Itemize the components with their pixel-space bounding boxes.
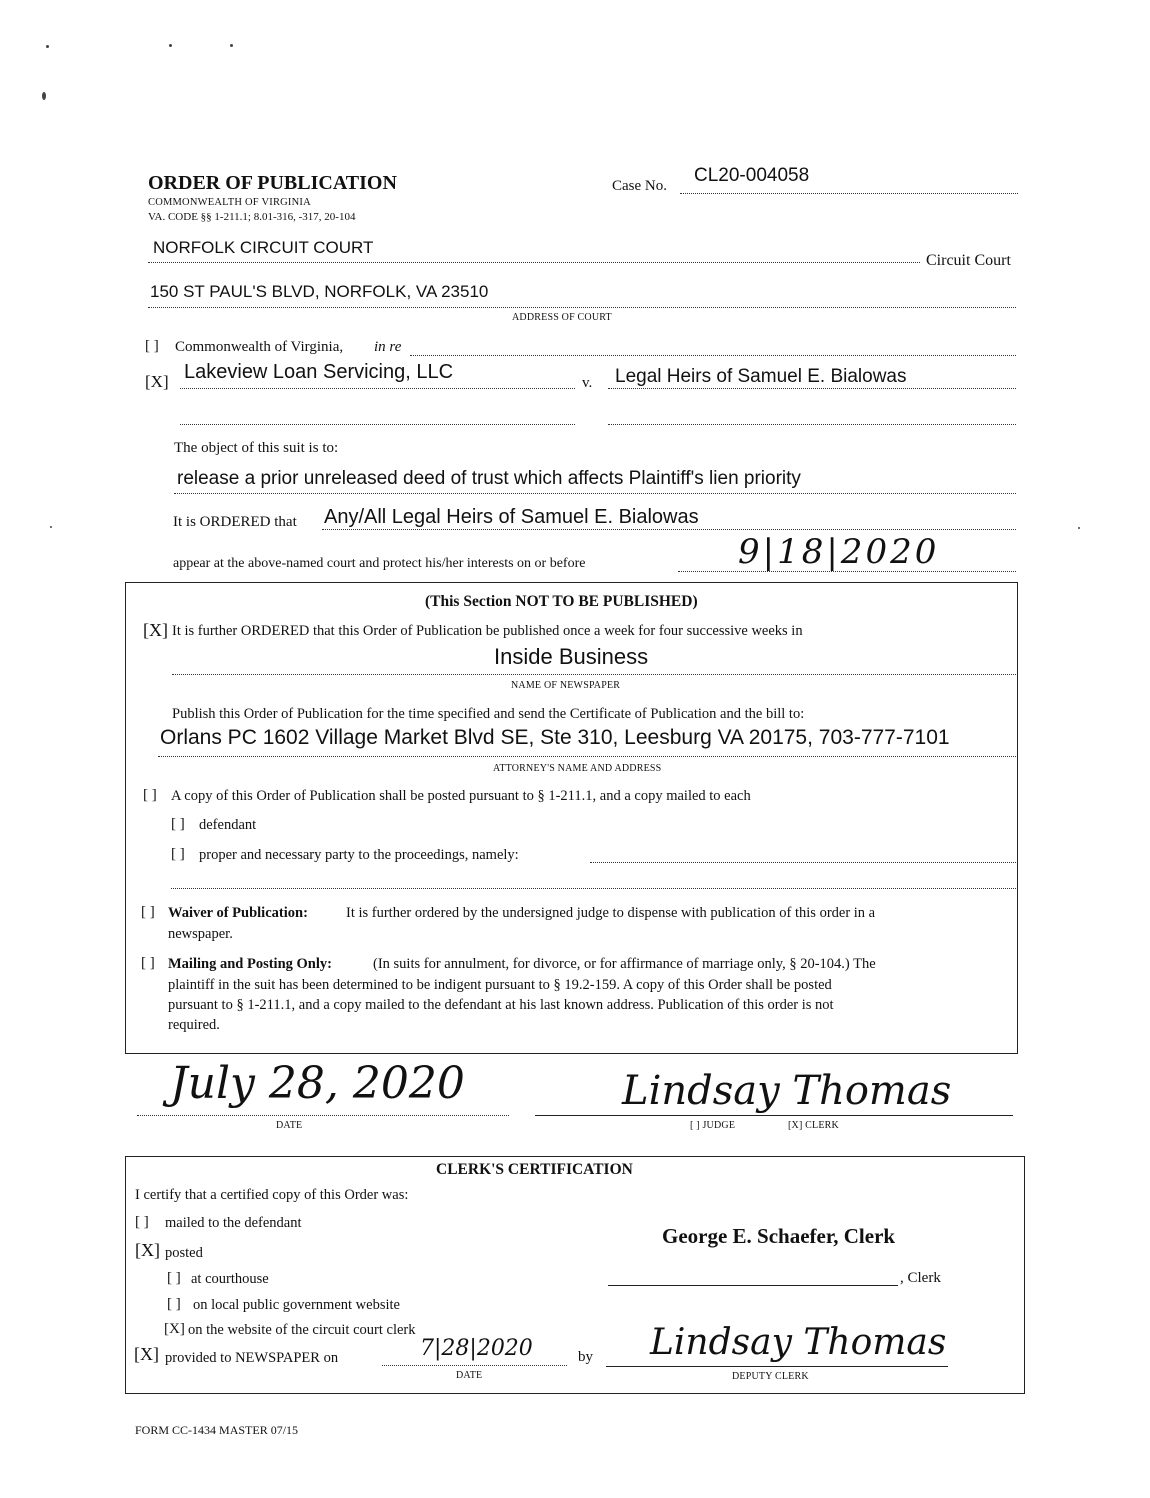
waiver-text-2: newspaper.	[168, 926, 233, 942]
deputy-clerk-signature: Lindsay Thomas	[650, 1322, 947, 1363]
copy-posted-checkbox[interactable]: [ ]	[143, 787, 157, 803]
posted-label: posted	[165, 1245, 203, 1261]
further-ordered-text: It is further ORDERED that this Order of Publication be published once a week for four successive weeks in	[172, 623, 803, 639]
mailed-checkbox[interactable]: [ ]	[135, 1214, 149, 1230]
in-re-label: in re	[374, 339, 402, 355]
attorney-value[interactable]: Orlans PC 1602 Village Market Blvd SE, Ste 310, Leesburg VA 20175, 703-777-7101	[160, 726, 950, 749]
mailed-label: mailed to the defendant	[165, 1215, 302, 1231]
scan-speck	[169, 44, 172, 47]
clerk-suffix: , Clerk	[900, 1270, 941, 1286]
provided-date-line	[382, 1365, 567, 1366]
defendant-value[interactable]: Legal Heirs of Samuel E. Bialowas	[615, 366, 907, 387]
posted-checkbox[interactable]: [X]	[135, 1240, 160, 1260]
copy-posted-text: A copy of this Order of Publication shall be posted pursuant to § 1-211.1, and a copy mailed to each	[171, 788, 751, 804]
waiver-text-1: It is further ordered by the undersigned judge to dispense with publication of this order in a	[346, 905, 876, 921]
plaintiff-checkbox[interactable]: [X]	[145, 372, 169, 391]
courthouse-checkbox[interactable]: [ ]	[167, 1270, 181, 1286]
appear-date-handwritten[interactable]: 9|18|2020	[738, 532, 940, 572]
clerk-caption: [X] CLERK	[788, 1120, 839, 1131]
judge-clerk-signature: Lindsay Thomas	[622, 1068, 952, 1114]
case-number-line	[680, 193, 1018, 194]
mailing-title: Mailing and Posting Only:	[168, 956, 332, 972]
plaintiff-line-2	[180, 424, 575, 425]
scan-speck	[1078, 527, 1080, 529]
mailing-text-2: plaintiff in the suit has been determined to be indigent pursuant to § 19.2-159. A copy of this Order shall be posted	[168, 977, 832, 993]
in-re-line	[410, 355, 1016, 356]
gov-website-label: on local public government website	[193, 1297, 400, 1313]
proper-party-checkbox[interactable]: [ ]	[171, 846, 185, 862]
commonwealth-checkbox[interactable]: [ ]	[145, 338, 159, 354]
certification-intro: I certify that a certified copy of this Order was:	[135, 1187, 409, 1203]
scan-speck	[46, 45, 49, 48]
mailing-checkbox[interactable]: [ ]	[141, 955, 155, 971]
plaintiff-line	[180, 388, 575, 389]
defendant-line	[608, 388, 1016, 389]
newspaper-provided-checkbox[interactable]: [X]	[134, 1344, 159, 1364]
ordered-line	[322, 529, 1016, 530]
signature-line	[535, 1115, 1013, 1116]
certification-heading: CLERK'S CERTIFICATION	[436, 1161, 633, 1178]
form-title: ORDER OF PUBLICATION	[148, 172, 397, 194]
court-address-value[interactable]: 150 ST PAUL'S BLVD, NORFOLK, VA 23510	[150, 282, 489, 301]
newspaper-line	[172, 674, 1016, 675]
deputy-signature-line	[606, 1366, 948, 1367]
ordered-value[interactable]: Any/All Legal Heirs of Samuel E. Bialowas	[324, 506, 699, 528]
scan-speck	[42, 92, 46, 100]
circuit-court-label: Circuit Court	[926, 252, 1011, 269]
defendant-line-2	[608, 424, 1016, 425]
waiver-checkbox[interactable]: [ ]	[141, 904, 155, 920]
mailing-text-1: (In suits for annulment, for divorce, or for affirmance of marriage only, § 20-104.) The	[373, 956, 876, 972]
mailing-text-4: required.	[168, 1017, 220, 1033]
proper-party-line	[590, 862, 1016, 863]
proper-party-label: proper and necessary party to the proceedings, namely:	[199, 847, 519, 863]
case-number-value[interactable]: CL20-004058	[694, 165, 810, 186]
provided-date-handwritten[interactable]: 7|28|2020	[420, 1336, 533, 1361]
commonwealth-label: Commonwealth of Virginia,	[175, 339, 344, 355]
object-value[interactable]: release a prior unreleased deed of trust which affects Plaintiff's lien priority	[177, 468, 801, 489]
further-ordered-checkbox[interactable]: [X]	[143, 620, 168, 640]
defendant-label: defendant	[199, 817, 257, 833]
case-number-label: Case No.	[612, 178, 667, 194]
provided-date-caption: DATE	[456, 1370, 483, 1381]
gov-website-checkbox[interactable]: [ ]	[167, 1296, 181, 1312]
ordered-label: It is ORDERED that	[173, 514, 297, 530]
form-subtitle-code: VA. CODE §§ 1-211.1; 8.01-316, -317, 20-104	[148, 211, 356, 223]
signature-date-handwritten[interactable]: July 28, 2020	[170, 1058, 465, 1109]
scan-speck	[230, 44, 233, 47]
deputy-clerk-caption: DEPUTY CLERK	[732, 1371, 809, 1382]
plaintiff-value[interactable]: Lakeview Loan Servicing, LLC	[184, 361, 454, 383]
waiver-title: Waiver of Publication:	[168, 905, 308, 921]
object-label: The object of this suit is to:	[174, 440, 339, 456]
newspaper-caption: NAME OF NEWSPAPER	[511, 680, 621, 691]
versus-label: v.	[582, 375, 593, 391]
by-label: by	[578, 1349, 593, 1365]
signature-date-line	[137, 1115, 509, 1116]
signature-date-caption: DATE	[276, 1120, 303, 1131]
section-heading: (This Section NOT TO BE PUBLISHED)	[425, 593, 698, 610]
judge-caption: [ ] JUDGE	[690, 1120, 736, 1131]
clerk-website-checkbox[interactable]: [X]	[164, 1321, 185, 1337]
courthouse-label: at courthouse	[191, 1271, 269, 1287]
court-name-value[interactable]: NORFOLK CIRCUIT COURT	[153, 238, 374, 257]
defendant-checkbox[interactable]: [ ]	[171, 816, 185, 832]
attorney-line	[158, 756, 1016, 757]
clerk-website-label: on the website of the circuit court clerk	[188, 1322, 416, 1338]
form-id: FORM CC-1434 MASTER 07/15	[135, 1423, 299, 1437]
appear-label: appear at the above-named court and protect his/her interests on or before	[173, 556, 586, 571]
newspaper-provided-label: provided to NEWSPAPER on	[165, 1350, 339, 1366]
proper-party-line-2	[171, 888, 1016, 889]
publish-instructions: Publish this Order of Publication for the time specified and send the Certificate of Publication and the bill to:	[172, 706, 805, 722]
clerk-name: George E. Schaefer, Clerk	[662, 1224, 896, 1248]
object-line	[174, 493, 1016, 494]
newspaper-value[interactable]: Inside Business	[494, 644, 649, 669]
attorney-caption: ATTORNEY'S NAME AND ADDRESS	[493, 763, 662, 774]
clerk-signature-line	[608, 1285, 898, 1286]
court-name-line	[148, 262, 920, 263]
form-subtitle-state: COMMONWEALTH OF VIRGINIA	[148, 197, 311, 208]
scan-speck	[50, 526, 52, 528]
mailing-text-3: pursuant to § 1-211.1, and a copy mailed to the defendant at his last known address. Publication of this order is not	[168, 997, 834, 1013]
court-address-caption: ADDRESS OF COURT	[512, 312, 612, 323]
court-address-line	[148, 307, 1016, 308]
